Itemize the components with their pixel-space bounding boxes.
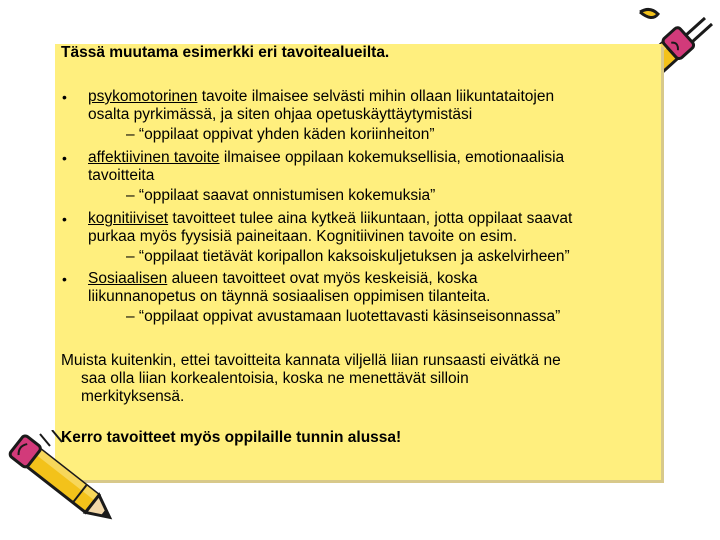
term-cognitive: kognitiiviset (88, 210, 169, 227)
item-affective-line2: tavoitteita (88, 167, 155, 184)
item-affective-example: – “oppilaat saavat onnistumisen kokemuksia” (126, 187, 436, 204)
reminder-line3: merkityksensä. (81, 388, 185, 405)
bullet-marker: • (62, 271, 67, 287)
page-title: Tässä muutama esimerkki eri tavoitealueilta. (61, 44, 390, 61)
term-affective: affektiivinen tavoite (88, 149, 220, 166)
bullet-marker: • (62, 89, 67, 105)
term-psychomotor: psykomotorinen (88, 88, 198, 105)
term-social: Sosiaalisen (88, 270, 168, 287)
item-text: ilmaisee oppilaan kokemuksellisia, emotionaalisia (219, 149, 565, 166)
bullet-marker: • (62, 211, 67, 227)
item-text: tavoite ilmaisee selvästi mihin ollaan liikuntataitojen (197, 88, 555, 105)
reminder-line1: Muista kuitenkin, ettei tavoitteita kannata viljellä liian runsaasti eivätkä ne (61, 352, 561, 369)
item-cognitive-line1 (88, 211, 572, 227)
bullet-marker: • (62, 150, 67, 166)
pencil-illustration-bottom (0, 430, 130, 540)
item-psychomotor-example: – “oppilaat oppivat yhden käden koriinheiton” (126, 126, 435, 143)
item-psychomotor-line1 (88, 89, 554, 105)
item-cognitive-example: – “oppilaat tietävät koripallon kaksoiskuljetuksen ja askelvirheen” (126, 248, 570, 265)
item-social-line2: liikunnanopetus on täynnä sosiaalisen oppimisen tilanteita. (88, 288, 491, 305)
closing-statement: Kerro tavoitteet myös oppilaille tunnin alussa! (61, 429, 402, 446)
item-affective-line1 (88, 150, 564, 166)
item-cognitive-line2: purkaa myös fyysisiä paineitaan. Kognitiivinen tavoite on esim. (88, 228, 518, 245)
item-social-line1 (88, 271, 477, 287)
item-psychomotor-line2: osalta pyrkimässä, ja siten ohjaa opetuskäyttäytymistäsi (88, 106, 473, 123)
item-text: tavoitteet tulee aina kytkeä liikuntaan, jotta oppilaat saavat (168, 210, 573, 227)
item-social-example: – “oppilaat oppivat avustamaan luotettavasti käsinseisonnassa” (126, 308, 561, 325)
item-text: alueen tavoitteet ovat myös keskeisiä, koska (167, 270, 478, 287)
reminder-line2: saa olla liian korkealentoisia, koska ne menettävät silloin (81, 370, 469, 387)
